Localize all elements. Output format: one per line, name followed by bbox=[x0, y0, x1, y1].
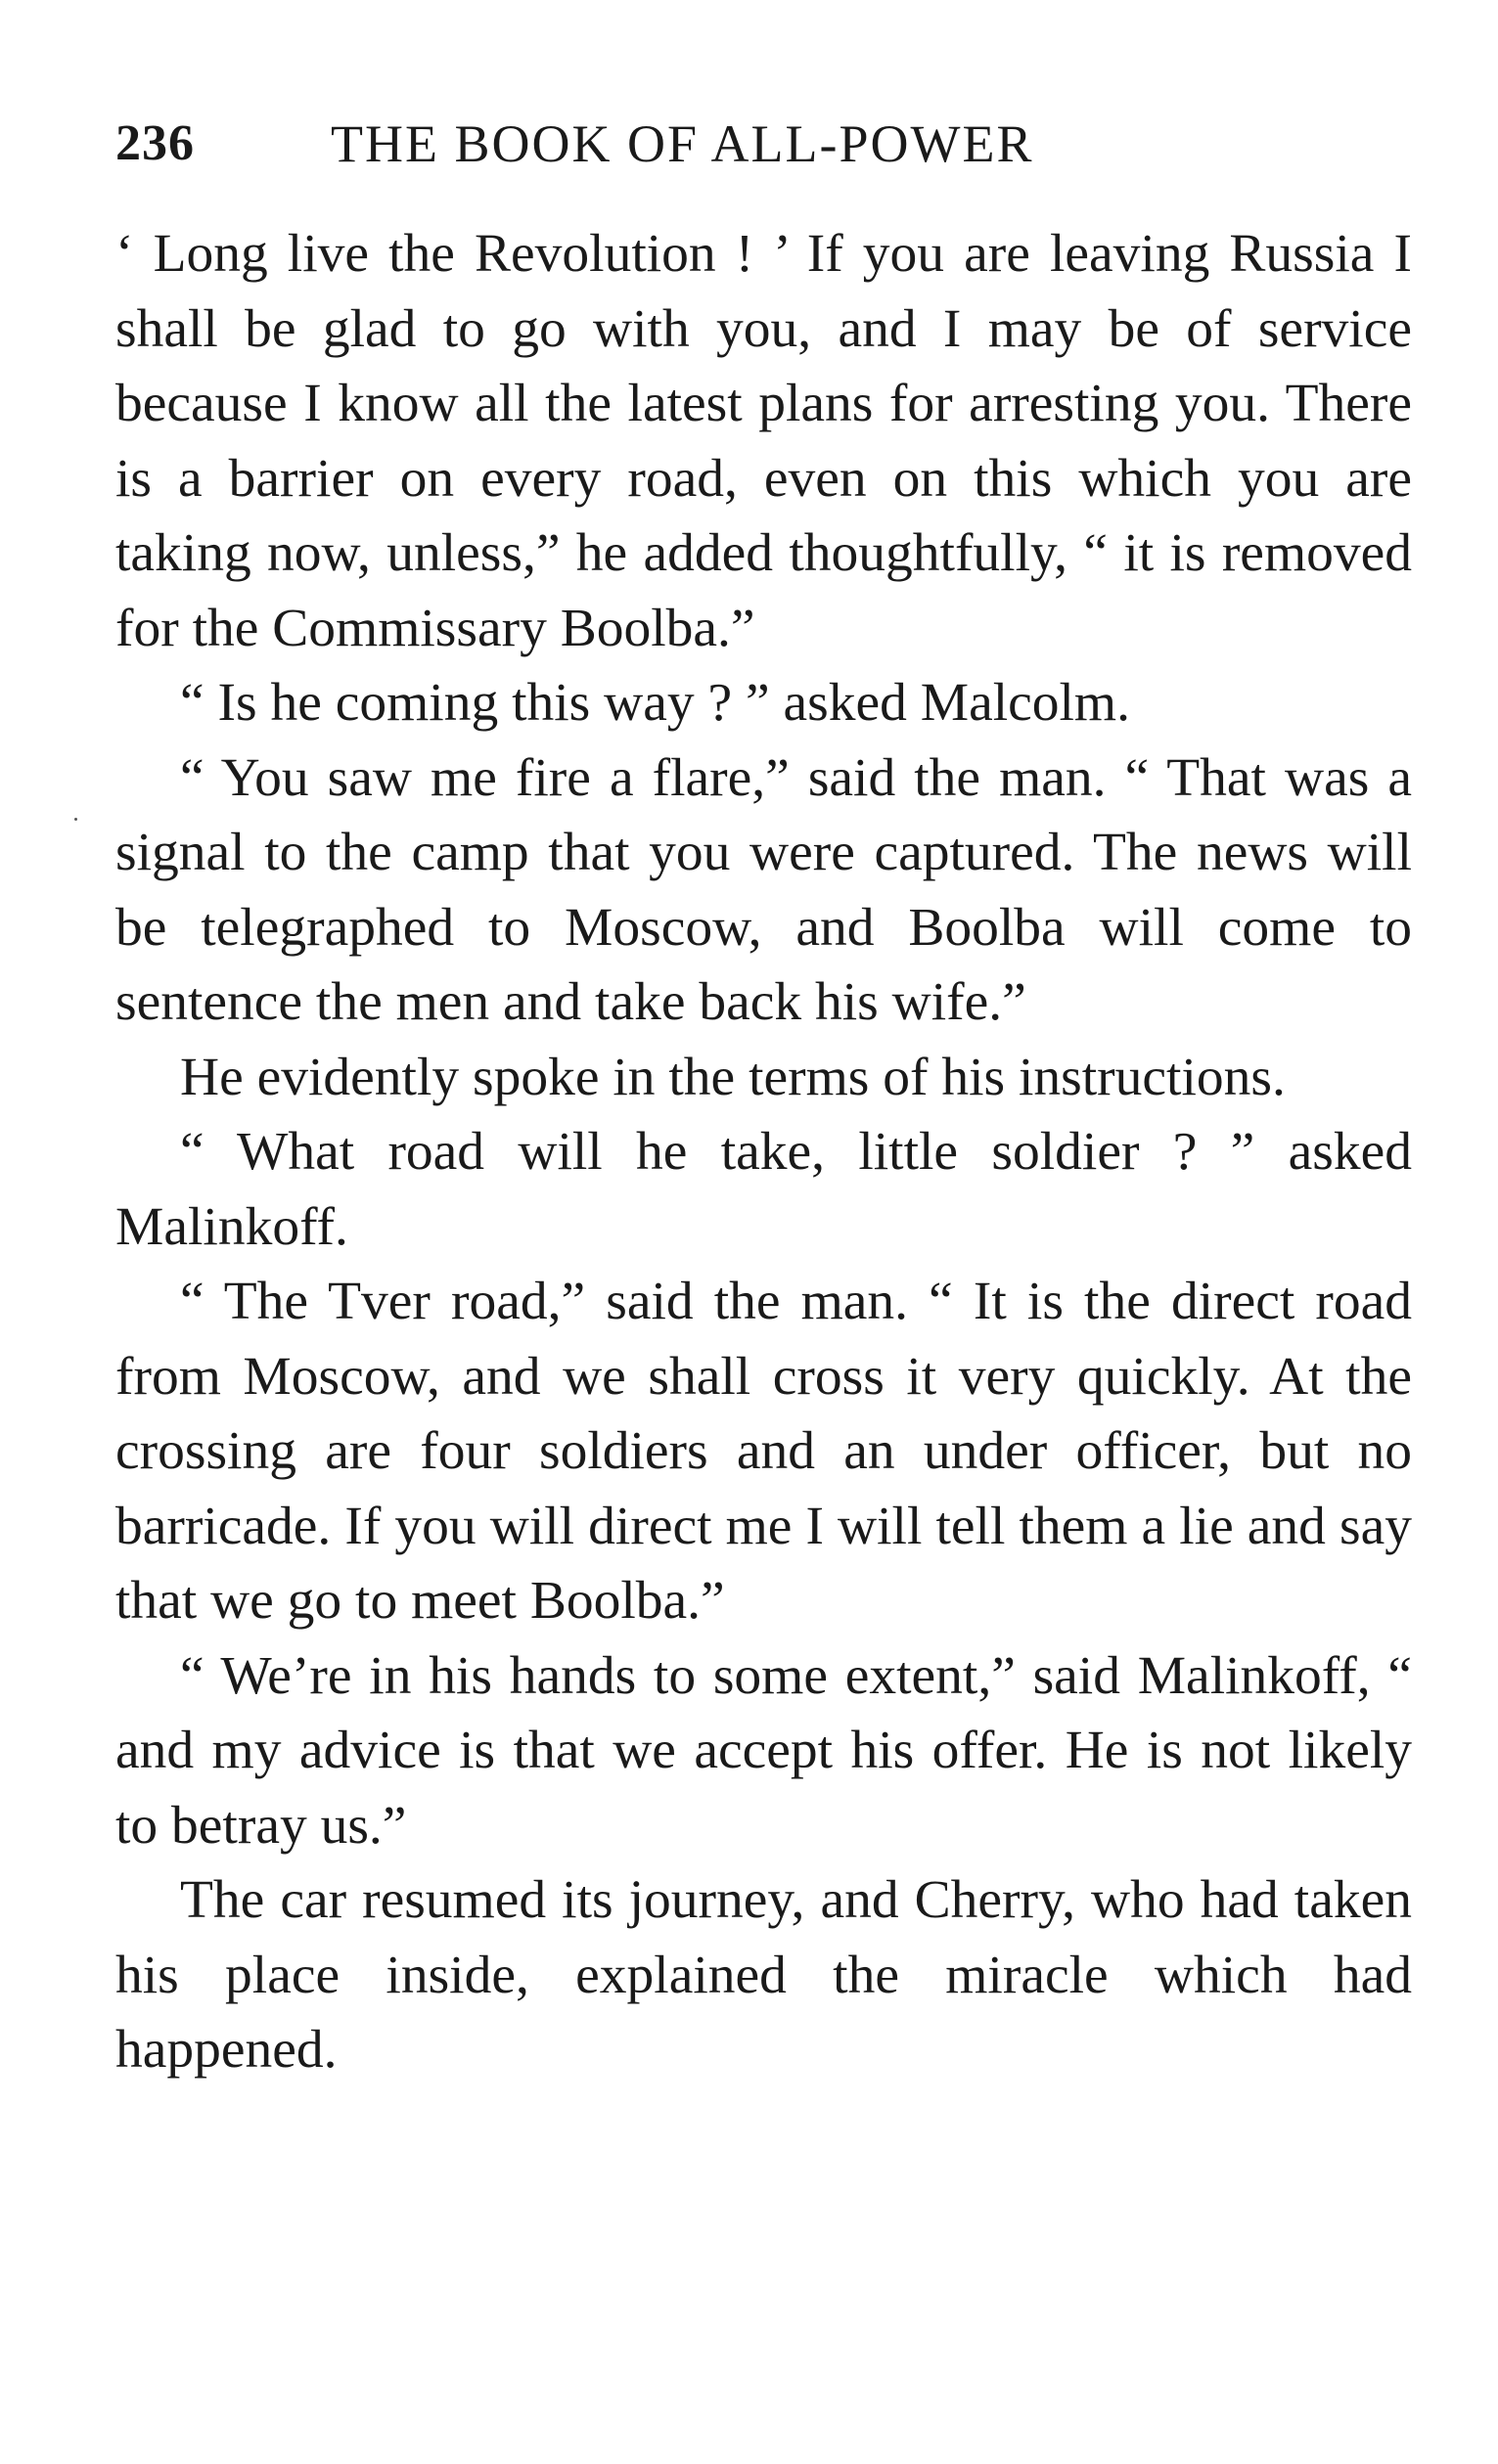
margin-speck bbox=[74, 818, 77, 821]
paragraph: “ You saw me fire a flare,” said the man. “ That was a signal to the camp that you were captured. The news will be telegraphed to Moscow, and Boolba will come to sentence the men and take back his wife.” bbox=[115, 747, 1412, 1032]
running-head bbox=[115, 110, 1417, 178]
paragraph: “ We’re in his hands to some extent,” said Malinkoff, “ and my advice is that we accept his offer. He is not likely to betray us.” bbox=[115, 1645, 1412, 1856]
paragraph: “ What road will he take, little soldier ? ” asked Malinkoff. bbox=[115, 1122, 1412, 1257]
paragraph: “ Is he coming this way ? ” asked Malcolm. bbox=[180, 673, 1130, 733]
running-title: THE BOOK OF ALL-POWER bbox=[331, 114, 1034, 173]
paragraph: ‘ Long live the Revolution ! ’ If you are leaving Russia I shall be glad to go with you, and I may be of service because I know all the latest plans for arresting you. There is a barrier on every road, even on this which you are taking now, unless,” he added thoughtfully, “ it is removed for the Commissary Boolba.” bbox=[115, 224, 1412, 658]
page-number: 236 bbox=[115, 115, 195, 171]
paragraph: The car resumed its journey, and Cherry, who had taken his place inside, explained the miracle which had happened. bbox=[115, 1870, 1412, 2080]
paragraph: “ The Tver road,” said the man. “ It is the direct road from Moscow, and we shall cross it very quickly. At the crossing are four soldiers and an under officer, but no barricade. If you will direct me I will tell them a lie and say that we go to meet Boolba.” bbox=[115, 1272, 1412, 1631]
paragraph: He evidently spoke in the terms of his instructions. bbox=[180, 1047, 1286, 1107]
body-text bbox=[115, 217, 1412, 2088]
